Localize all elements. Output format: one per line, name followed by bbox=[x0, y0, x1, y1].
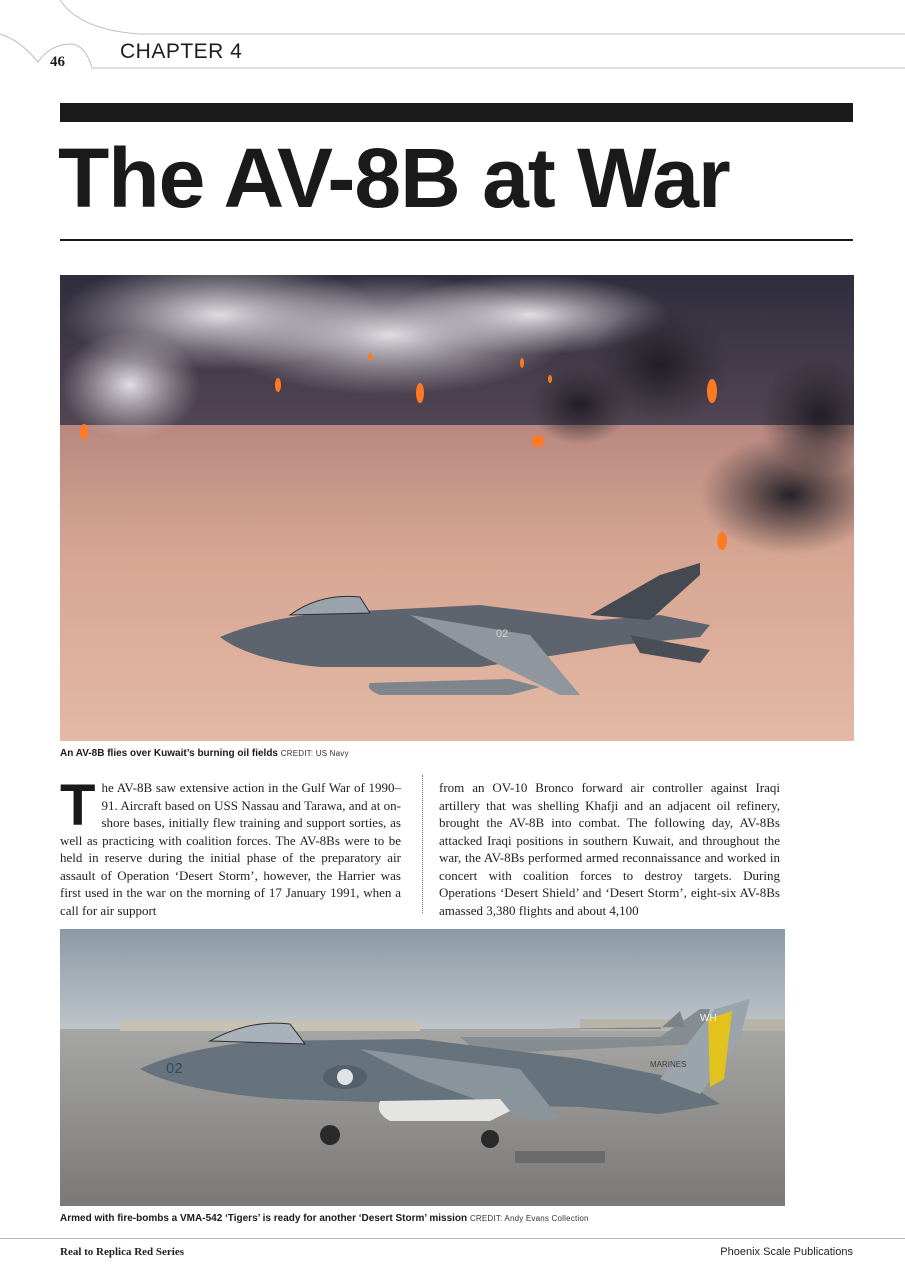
body-column-2 bbox=[439, 779, 780, 919]
footer-series: Real to Replica Red Series bbox=[60, 1246, 185, 1258]
body-text-1: he AV-8B saw extensive action in the Gulf War of 1990–91. Aircraft based on USS Nassau and Tarawa, and at on-shore bases, initially flew training and support sorties, as well as practicing with coalition forces. The AV-8Bs were to be held in reserve during the initial phase of the preparatory air assault of Operation ‘Desert Storm’, however, the Harrier was first used in the war on the morning of 17 January 1991, when a call for air support bbox=[60, 780, 401, 918]
tail-code: WH bbox=[700, 1013, 717, 1024]
caption-credit: CREDIT: US Navy bbox=[280, 749, 349, 758]
photo-harrier-over-oil-fields bbox=[60, 275, 854, 741]
fuselage-text: MARINES bbox=[650, 1060, 687, 1069]
dropcap: T bbox=[60, 773, 96, 838]
caption-text: An AV-8B flies over Kuwait’s burning oil fields bbox=[60, 748, 278, 759]
nose-number: 02 bbox=[166, 1060, 183, 1077]
page-title: The AV-8B at War bbox=[58, 131, 730, 225]
body-column-1 bbox=[60, 773, 401, 919]
body-text-2: from an OV-10 Bronco forward air controller against Iraqi artillery that was shelling Khafji and an adjacent oil refinery, brought the AV-8B into combat. The following day, AV-8Bs attacked Iraqi positions in southern Kuwait, and throughout the war, the AV-8Bs performed armed reconnaissance and worked in concert with coalition forces to destroy targets. During Operations ‘Desert Shield’ and ‘Desert Storm’, eight-six AV-8Bs amassed 3,380 flights and about 4,100 bbox=[439, 780, 780, 918]
aircraft-marking: 02 bbox=[496, 628, 509, 640]
title-rule bbox=[60, 239, 853, 241]
caption-credit: CREDIT: Andy Evans Collection bbox=[469, 1214, 589, 1223]
title-bar bbox=[60, 103, 853, 122]
footer-publisher: Phoenix Scale Publications bbox=[720, 1246, 853, 1258]
oil-fields-illustration bbox=[60, 275, 854, 741]
page-number: 46 bbox=[50, 54, 65, 70]
footer-rule bbox=[0, 1238, 905, 1239]
photo-harriers-flight-line bbox=[60, 929, 785, 1206]
caption-photo-1 bbox=[60, 748, 349, 759]
flight-line-illustration bbox=[60, 929, 785, 1206]
caption-text: Armed with fire-bombs a VMA-542 ‘Tigers’ is ready for another ‘Desert Storm’ mission bbox=[60, 1213, 468, 1224]
caption-photo-2 bbox=[60, 1213, 589, 1224]
column-divider bbox=[422, 775, 423, 913]
chapter-label: CHAPTER 4 bbox=[120, 40, 243, 63]
